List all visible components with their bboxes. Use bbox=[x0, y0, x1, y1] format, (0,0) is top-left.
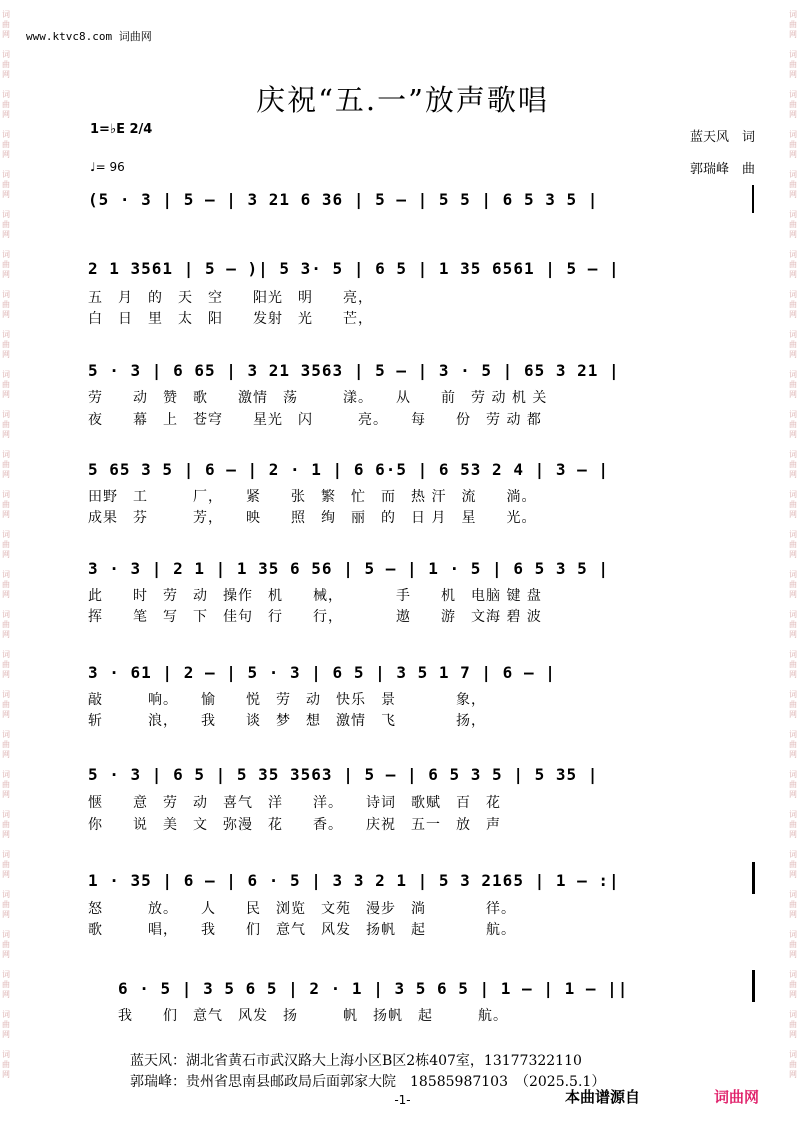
notation-line: (5 · 3 | 5 – | 3 21 6 36 | 5 – | 5 5 | 6 5 3 5 | bbox=[88, 190, 599, 209]
watermark-right: 词 曲 网 词 曲 网 词 曲 网 词 曲 网 词 曲 网 词 曲 网 词 曲 网 词 曲 网 词 曲 网 词 曲 网 词 曲 网 词 曲 网 词 曲 网 词 曲 网 词 曲 网 词 曲 网 词 曲 网 词 曲 网 词 曲 网 词 曲 网 词 曲 网 词 曲 网 词 曲 网 词 曲 网 词 曲 网 词 曲 网 词 曲 网 bbox=[789, 10, 797, 1079]
final-barline bbox=[752, 970, 755, 1002]
score-row-4 bbox=[88, 458, 760, 482]
site-logo: 词曲网 bbox=[714, 1088, 760, 1106]
lyric-verse1: 我 们 意气 风发 扬 帆 扬帆 起 航。 bbox=[118, 1008, 508, 1024]
composer-credit: 郭瑞峰 曲 bbox=[689, 162, 755, 177]
lyric-verse2: 成果 芬 芳， 映 照 绚 丽 的 日 月 星 光。 bbox=[88, 510, 537, 526]
composer-address: 郭瑞峰：贵州省思南县邮政局后面郭家大院 18585987103 （2025.5.1） bbox=[130, 1074, 606, 1090]
notation-line: 5 · 3 | 6 65 | 3 21 3563 | 5 – | 3 · 5 | 65 3 21 | bbox=[88, 361, 620, 380]
notation-line: 5 65 3 5 | 6 – | 2 · 1 | 6 6·5 | 6 53 2 4 | 3 – | bbox=[88, 460, 610, 479]
lyric-verse2: 歌 唱， 我 们 意气 风发 扬帆 起 航。 bbox=[88, 922, 516, 938]
notation-line: 6 · 5 | 3 5 6 5 | 2 · 1 | 3 5 6 5 | 1 – | 1 – || bbox=[118, 979, 629, 998]
notation-line: 5 · 3 | 6 5 | 5 35 3563 | 5 – | 6 5 3 5 | 5 35 | bbox=[88, 765, 599, 784]
lyric-verse1: 田野 工 厂， 紧 张 繁 忙 而 热 汗 流 淌。 bbox=[88, 489, 537, 505]
score-row-6 bbox=[88, 661, 760, 685]
lyric-verse1: 怒 放。 人 民 浏览 文苑 漫步 淌 徉。 bbox=[88, 901, 516, 917]
source-note: 本曲谱源自 bbox=[565, 1088, 641, 1106]
score-row-3 bbox=[88, 359, 760, 383]
lyric-verse1: 五 月 的 天 空 阳光 明 亮， bbox=[88, 290, 373, 306]
watermark-left: 词 曲 网 词 曲 网 词 曲 网 词 曲 网 词 曲 网 词 曲 网 词 曲 网 词 曲 网 词 曲 网 词 曲 网 词 曲 网 词 曲 网 词 曲 网 词 曲 网 词 曲 网 词 曲 网 词 曲 网 词 曲 网 词 曲 网 词 曲 网 词 曲 网 词 曲 网 词 曲 网 词 曲 网 词 曲 网 词 曲 网 词 曲 网 bbox=[2, 10, 10, 1079]
lyric-verse1: 惬 意 劳 动 喜气 洋 洋。 诗词 歌赋 百 花 bbox=[88, 795, 501, 811]
lyric-verse2: 你 说 美 文 弥漫 花 香。 庆祝 五一 放 声 bbox=[88, 817, 501, 833]
key-signature: 1=♭E 2/4 bbox=[90, 122, 153, 137]
lyric-verse1: 劳 动 赞 歌 激情 荡 漾。 从 前 劳 动 机 关 bbox=[88, 390, 548, 406]
lyric-verse2: 斩 浪， 我 谈 梦 想 激情 飞 扬， bbox=[88, 713, 486, 729]
tempo-marking: ♩= 96 bbox=[90, 160, 125, 174]
repeat-barline bbox=[752, 862, 755, 894]
notation-line: 3 · 61 | 2 – | 5 · 3 | 6 5 | 3 5 1 7 | 6 – | bbox=[88, 663, 556, 682]
lyricist-address: 蓝天风：湖北省黄石市武汉路大上海小区B区2栋407室，13177322110 bbox=[130, 1053, 582, 1069]
notation-line: 2 1 3561 | 5 – )| 5 3· 5 | 6 5 | 1 35 6561 | 5 – | bbox=[88, 259, 620, 278]
score-row-2 bbox=[88, 257, 760, 281]
song-title: 庆祝“五.一”放声歌唱 bbox=[256, 83, 549, 117]
site-url: www.ktvc8.com 词曲网 bbox=[26, 30, 152, 43]
score-row-5 bbox=[88, 557, 760, 581]
score-row-1 bbox=[88, 188, 760, 212]
score-row-9 bbox=[118, 977, 760, 1001]
lyric-verse2: 挥 笔 写 下 佳句 行 行， 遨 游 文海 碧 波 bbox=[88, 609, 542, 625]
lyric-verse2: 夜 幕 上 苍穹 星光 闪 亮。 每 份 劳 动 都 bbox=[88, 412, 542, 428]
lyric-verse2: 白 日 里 太 阳 发射 光 芒， bbox=[88, 311, 373, 327]
notation-line: 1 · 35 | 6 – | 6 · 5 | 3 3 2 1 | 5 3 2165 | 1 – :| bbox=[88, 871, 620, 890]
lyric-verse1: 敲 响。 愉 悦 劳 动 快乐 景 象， bbox=[88, 692, 486, 708]
score-row-8 bbox=[88, 869, 760, 893]
lyric-verse1: 此 时 劳 动 操作 机 械， 手 机 电脑 键 盘 bbox=[88, 588, 542, 604]
lyricist-credit: 蓝天风 词 bbox=[689, 130, 755, 145]
notation-line: 3 · 3 | 2 1 | 1 35 6 56 | 5 – | 1 · 5 | 6 5 3 5 | bbox=[88, 559, 610, 578]
score-row-7 bbox=[88, 763, 760, 787]
page-number: -1- bbox=[394, 1093, 411, 1107]
row-end-barline bbox=[752, 185, 754, 213]
